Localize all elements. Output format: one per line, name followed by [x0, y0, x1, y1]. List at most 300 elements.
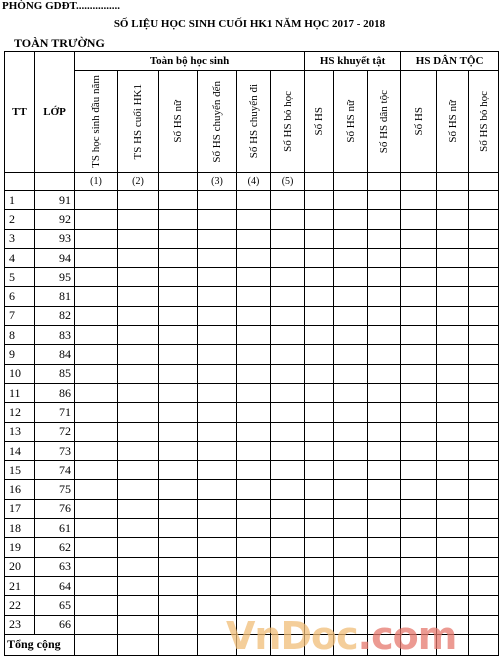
data-cell [401, 383, 437, 402]
data-cell [159, 480, 198, 499]
data-cell [271, 345, 305, 364]
data-cell [401, 306, 437, 325]
table-row [5, 306, 499, 325]
table-row [5, 499, 499, 518]
table-row [5, 403, 499, 422]
data-cell [198, 615, 237, 634]
data-cell [75, 248, 118, 267]
data-cell [334, 210, 368, 229]
data-cell [305, 306, 334, 325]
data-cell [469, 422, 499, 441]
data-cell [334, 248, 368, 267]
data-cell [75, 461, 118, 480]
data-cell [305, 403, 334, 422]
data-cell [75, 519, 118, 538]
data-cell [198, 191, 237, 210]
row-number: 13 [5, 422, 35, 441]
total-row [5, 634, 499, 655]
data-cell [75, 364, 118, 383]
class-name: 65 [35, 596, 75, 615]
data-cell [237, 461, 271, 480]
data-cell [368, 441, 401, 460]
subheader-all-3: Số HS chuyển đến [198, 71, 237, 173]
row-number: 5 [5, 268, 35, 287]
data-cell [437, 364, 469, 383]
data-cell [305, 248, 334, 267]
data-cell [334, 596, 368, 615]
data-cell [75, 422, 118, 441]
data-cell [75, 557, 118, 576]
class-name: 85 [35, 364, 75, 383]
data-cell [401, 210, 437, 229]
subheader-ethnic-0: Số HS [401, 71, 437, 173]
data-cell [368, 268, 401, 287]
department-label: PHÒNG GDĐT................ [2, 0, 121, 12]
data-cell [305, 364, 334, 383]
data-cell [401, 191, 437, 210]
header-lop: LỚP [35, 52, 75, 173]
index-label: (1) [75, 173, 118, 191]
data-cell [271, 519, 305, 538]
table-row [5, 268, 499, 287]
document-title: SỐ LIỆU HỌC SINH CUỐI HK1 NĂM HỌC 2017 - 2018 [113, 18, 386, 30]
data-cell [469, 210, 499, 229]
data-cell [159, 268, 198, 287]
data-cell [469, 345, 499, 364]
header-tt: TT [5, 52, 35, 173]
data-cell [305, 191, 334, 210]
data-cell [237, 383, 271, 402]
total-cell [271, 634, 305, 655]
table-row [5, 538, 499, 557]
data-cell [118, 403, 159, 422]
total-cell [334, 634, 368, 655]
data-cell [237, 480, 271, 499]
data-cell [368, 403, 401, 422]
data-cell [401, 364, 437, 383]
data-cell [237, 191, 271, 210]
data-cell [198, 499, 237, 518]
data-cell [75, 383, 118, 402]
class-name: 73 [35, 441, 75, 460]
class-name: 81 [35, 287, 75, 306]
row-number: 21 [5, 576, 35, 595]
table-row [5, 557, 499, 576]
data-cell [401, 287, 437, 306]
data-cell [469, 326, 499, 345]
total-cell [368, 634, 401, 655]
data-cell [305, 615, 334, 634]
total-cell [198, 634, 237, 655]
table-row [5, 480, 499, 499]
data-cell [368, 326, 401, 345]
data-cell [237, 345, 271, 364]
data-cell [305, 268, 334, 287]
row-number: 1 [5, 191, 35, 210]
row-number: 16 [5, 480, 35, 499]
data-cell [469, 268, 499, 287]
data-cell [437, 403, 469, 422]
data-cell [368, 229, 401, 248]
data-cell [237, 441, 271, 460]
data-cell [198, 557, 237, 576]
subheader-disabled-1: Số HS nữ [334, 71, 368, 173]
data-cell [198, 326, 237, 345]
data-cell [469, 576, 499, 595]
data-cell [198, 383, 237, 402]
data-cell [75, 576, 118, 595]
data-cell [118, 557, 159, 576]
data-cell [271, 596, 305, 615]
data-cell [198, 461, 237, 480]
data-cell [118, 615, 159, 634]
data-cell [401, 268, 437, 287]
class-name: 82 [35, 306, 75, 325]
data-cell [271, 461, 305, 480]
data-cell [469, 441, 499, 460]
data-cell [75, 480, 118, 499]
data-cell [334, 383, 368, 402]
data-cell [305, 210, 334, 229]
class-name: 71 [35, 403, 75, 422]
class-name: 95 [35, 268, 75, 287]
data-cell [334, 576, 368, 595]
class-name: 92 [35, 210, 75, 229]
data-cell [118, 345, 159, 364]
data-cell [437, 345, 469, 364]
data-cell [118, 538, 159, 557]
class-name: 86 [35, 383, 75, 402]
data-cell [159, 576, 198, 595]
data-cell [198, 441, 237, 460]
data-cell [368, 461, 401, 480]
row-number: 17 [5, 499, 35, 518]
row-number: 14 [5, 441, 35, 460]
data-cell [118, 364, 159, 383]
total-cell [469, 634, 499, 655]
data-cell [368, 615, 401, 634]
data-cell [469, 306, 499, 325]
data-cell [75, 345, 118, 364]
table-row [5, 210, 499, 229]
data-cell [198, 364, 237, 383]
data-cell [368, 191, 401, 210]
data-cell [437, 499, 469, 518]
data-cell [75, 538, 118, 557]
data-cell [159, 615, 198, 634]
class-name: 72 [35, 422, 75, 441]
data-cell [368, 306, 401, 325]
data-cell [334, 499, 368, 518]
row-number: 20 [5, 557, 35, 576]
total-cell [159, 634, 198, 655]
data-cell [75, 326, 118, 345]
data-cell [401, 326, 437, 345]
row-number: 8 [5, 326, 35, 345]
data-cell [437, 615, 469, 634]
data-cell [237, 248, 271, 267]
data-cell [271, 480, 305, 499]
index-label: (2) [118, 173, 159, 191]
data-cell [271, 422, 305, 441]
subheader-disabled-2: Số HS dân tộc [368, 71, 401, 173]
data-cell [437, 422, 469, 441]
data-cell [237, 596, 271, 615]
data-cell [334, 191, 368, 210]
data-cell [159, 383, 198, 402]
row-number: 11 [5, 383, 35, 402]
data-cell [437, 441, 469, 460]
data-cell [75, 268, 118, 287]
row-number: 23 [5, 615, 35, 634]
data-cell [237, 287, 271, 306]
data-cell [469, 499, 499, 518]
table-row [5, 248, 499, 267]
data-cell [118, 461, 159, 480]
data-cell [118, 422, 159, 441]
table-row [5, 287, 499, 306]
class-name: 83 [35, 326, 75, 345]
data-cell [118, 191, 159, 210]
data-cell [437, 210, 469, 229]
data-cell [159, 403, 198, 422]
data-cell [401, 422, 437, 441]
group-all-students: Toàn bộ học sinh [75, 52, 305, 71]
school-label: TOÀN TRƯỜNG [14, 36, 105, 50]
table-row [5, 345, 499, 364]
class-name: 74 [35, 461, 75, 480]
data-cell [305, 441, 334, 460]
data-cell [305, 480, 334, 499]
data-cell [198, 576, 237, 595]
table-row [5, 326, 499, 345]
data-cell [271, 538, 305, 557]
data-cell [271, 576, 305, 595]
data-cell [118, 287, 159, 306]
data-cell [469, 538, 499, 557]
index-label: (5) [271, 173, 305, 191]
group-disabled-students: HS khuyết tật [305, 52, 401, 71]
total-cell [305, 634, 334, 655]
data-cell [437, 248, 469, 267]
table-row [5, 229, 499, 248]
data-cell [305, 383, 334, 402]
data-cell [271, 441, 305, 460]
data-cell [437, 538, 469, 557]
data-cell [198, 268, 237, 287]
data-cell [437, 229, 469, 248]
data-cell [75, 403, 118, 422]
data-cell [75, 499, 118, 518]
data-cell [437, 461, 469, 480]
data-cell [118, 576, 159, 595]
data-cell [368, 576, 401, 595]
data-cell [198, 538, 237, 557]
data-cell [334, 403, 368, 422]
data-cell [305, 461, 334, 480]
data-cell [401, 557, 437, 576]
data-cell [159, 229, 198, 248]
table-row [5, 576, 499, 595]
row-number: 10 [5, 364, 35, 383]
total-cell [75, 634, 118, 655]
data-cell [159, 248, 198, 267]
data-cell [159, 210, 198, 229]
data-cell [368, 210, 401, 229]
data-cell [401, 576, 437, 595]
data-cell [271, 248, 305, 267]
row-number: 19 [5, 538, 35, 557]
data-cell [334, 538, 368, 557]
row-number: 9 [5, 345, 35, 364]
data-cell [401, 480, 437, 499]
data-cell [401, 403, 437, 422]
data-cell [159, 538, 198, 557]
data-cell [437, 326, 469, 345]
data-cell [118, 326, 159, 345]
data-cell [159, 287, 198, 306]
data-cell [469, 248, 499, 267]
data-cell [198, 306, 237, 325]
data-cell [469, 287, 499, 306]
data-cell [198, 287, 237, 306]
data-cell [118, 248, 159, 267]
data-cell [401, 519, 437, 538]
data-cell [118, 480, 159, 499]
table-row [5, 461, 499, 480]
total-cell [401, 634, 437, 655]
data-cell [198, 345, 237, 364]
data-cell [237, 306, 271, 325]
data-cell [469, 461, 499, 480]
data-cell [334, 461, 368, 480]
data-cell [401, 345, 437, 364]
data-cell [118, 596, 159, 615]
data-cell [469, 364, 499, 383]
data-cell [118, 441, 159, 460]
data-cell [159, 499, 198, 518]
data-cell [198, 480, 237, 499]
data-cell [368, 557, 401, 576]
data-cell [198, 210, 237, 229]
table-row [5, 383, 499, 402]
column-index-row [5, 173, 499, 191]
data-cell [271, 229, 305, 248]
row-number: 2 [5, 210, 35, 229]
data-cell [198, 519, 237, 538]
total-cell [437, 634, 469, 655]
data-cell [237, 499, 271, 518]
data-cell [75, 615, 118, 634]
data-cell [401, 615, 437, 634]
data-cell [437, 596, 469, 615]
data-cell [118, 229, 159, 248]
index-label [159, 173, 198, 191]
data-cell [437, 191, 469, 210]
data-cell [401, 441, 437, 460]
data-cell [198, 229, 237, 248]
data-cell [237, 576, 271, 595]
class-name: 75 [35, 480, 75, 499]
data-cell [334, 519, 368, 538]
data-cell [118, 519, 159, 538]
data-cell [469, 519, 499, 538]
data-cell [305, 326, 334, 345]
data-cell [75, 441, 118, 460]
data-cell [118, 499, 159, 518]
table-row [5, 519, 499, 538]
data-cell [159, 422, 198, 441]
data-cell [469, 557, 499, 576]
table-row [5, 422, 499, 441]
data-cell [159, 345, 198, 364]
data-cell [368, 345, 401, 364]
data-cell [159, 557, 198, 576]
class-name: 91 [35, 191, 75, 210]
data-cell [75, 306, 118, 325]
data-cell [368, 364, 401, 383]
data-cell [469, 403, 499, 422]
subheader-all-5: Số HS bỏ học [271, 71, 305, 173]
data-cell [198, 248, 237, 267]
data-cell [118, 306, 159, 325]
data-cell [334, 615, 368, 634]
data-cell [368, 499, 401, 518]
data-cell [75, 210, 118, 229]
data-cell [198, 596, 237, 615]
data-cell [305, 287, 334, 306]
data-cell [159, 596, 198, 615]
class-name: 62 [35, 538, 75, 557]
row-number: 7 [5, 306, 35, 325]
data-cell [368, 538, 401, 557]
data-cell [368, 596, 401, 615]
data-cell [469, 615, 499, 634]
data-cell [159, 519, 198, 538]
data-cell [305, 229, 334, 248]
data-cell [237, 422, 271, 441]
data-cell [469, 480, 499, 499]
data-cell [198, 403, 237, 422]
data-cell [237, 557, 271, 576]
data-cell [271, 306, 305, 325]
row-number: 12 [5, 403, 35, 422]
data-cell [271, 615, 305, 634]
subheader-all-2: Số HS nữ [159, 71, 198, 173]
data-cell [159, 306, 198, 325]
table-row [5, 615, 499, 634]
data-cell [271, 364, 305, 383]
data-cell [401, 499, 437, 518]
data-cell [237, 229, 271, 248]
data-cell [237, 326, 271, 345]
data-cell [305, 596, 334, 615]
student-stats-table [4, 51, 499, 656]
data-cell [368, 422, 401, 441]
data-cell [437, 268, 469, 287]
data-cell [305, 422, 334, 441]
table-row [5, 596, 499, 615]
data-cell [437, 383, 469, 402]
data-cell [305, 576, 334, 595]
data-cell [401, 229, 437, 248]
data-cell [159, 364, 198, 383]
table-row [5, 364, 499, 383]
data-cell [198, 422, 237, 441]
subheader-all-4: Số HS chuyển đi [237, 71, 271, 173]
watermark-logo: VnDoc.com [226, 614, 457, 658]
data-cell [159, 191, 198, 210]
